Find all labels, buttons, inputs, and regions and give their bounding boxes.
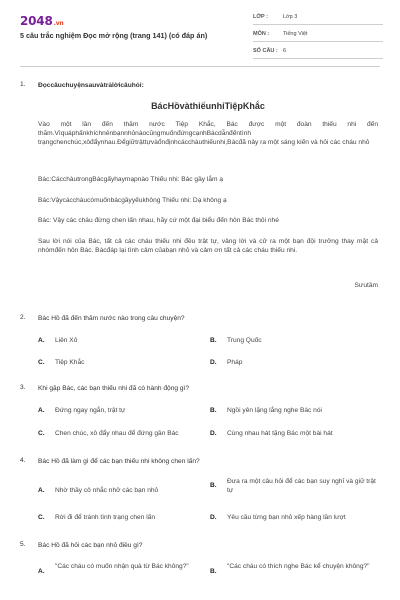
question-number: 1. [20,81,26,88]
option-letter: C. [38,514,45,521]
info-label: MÔN : [253,31,270,37]
question-text: Bác Hồ đã hỏi các bạn nhỏ điều gì? [38,542,143,549]
option-text: Rời đi để tránh tình trạng chen lấn [55,514,155,521]
option-letter: B. [210,482,217,489]
info-label: LỚP : [253,14,268,20]
info-value: Lớp 3 [283,14,298,20]
option-text: Liên Xô [55,337,78,344]
info-row-subject [253,30,383,42]
option-letter: C. [38,430,45,437]
logo-suffix: .vn [53,20,64,27]
option-text: Trung Quốc [227,337,262,344]
option-text: Cùng nhau hát tặng Bác một bài hát [227,430,333,437]
info-panel [253,13,383,64]
question-number: 5. [20,541,26,548]
info-value: Tiếng Việt [283,31,308,37]
info-row-class [253,13,383,25]
passage-paragraph: Vào một lần đến thăm nước Tiệp Khắc, Bác được một đoàn thiếu nhi đến thăm.VìquáphấnkhíchnênbạnnhỏnàocũngmuốnđứngcạnhBácdẫnđếntình trạngchenchúc,xôđẩynhau.Đểgiữtrậttựvàổnđịnhcácchàuthiếunhi,Bácđã nảy ra một sáng kiến và hỏi các cháu nhỏ [38,121,378,146]
passage-source: Sưutầm [354,282,378,289]
passage-paragraph: Sau lời nói của Bác, tất cả các cháu thiếu nhi đều trật tự, vâng lời và cử ra một bạn đội trưởng thay mặt cả nhómđến hôn Bác. Bácđáp lại tình cảm củabạn nhỏ và cảm ơn tất cả các cháu thiếu nhi. [38,238,378,254]
option-letter: B. [210,337,217,344]
option-letter: A. [38,407,45,414]
option-text: Nhờ thầy cô nhắc nhở các bạn nhỏ [55,487,159,494]
question-number: 3. [20,384,26,391]
option-text: Đứng ngay ngắn, trật tự [55,407,126,414]
question-text: Khi gặp Bác, các bạn thiếu nhi đã có hành động gì? [38,385,190,392]
header [0,0,400,62]
page-title: 5 câu trắc nghiệm Đọc mở rộng (trang 141) (có đáp án) [20,31,208,40]
passage-title: BácHồvàthiếunhiTiệpKhắc [151,101,265,111]
option-letter: C. [38,359,45,366]
option-text: Yêu cầu từng bạn nhỏ xếp hàng lần lượt [227,514,346,521]
question-text: Bác Hồ đã đến thăm nước nào trong câu chuyện? [38,315,185,322]
option-letter: B. [210,568,217,575]
option-text: Đưa ra một câu hỏi để các bạn suy nghĩ và giữ trật tự [227,478,376,494]
option-letter: D. [210,430,217,437]
divider [20,66,380,67]
passage-paragraph: Bác: Vậy các cháu đừng chen lấn nhau, hãy cứ một đại biểu đến hôn Bác thôi nhé [38,217,279,224]
option-letter: D. [210,359,217,366]
info-label: SỐ CÂU : [253,48,278,54]
option-text: "Các cháu có thích nghe Bác kể chuyện không?" [227,563,370,570]
logo-text: 2048 [20,14,53,28]
option-letter: A. [38,337,45,344]
passage-paragraph: Bác:Vậycácchàucómuốnbácgầyyếukhông Thiếu nhi: Dạ không ạ [38,197,227,204]
option-letter: D. [210,514,217,521]
question-number: 2. [20,314,26,321]
site-logo[interactable] [20,14,63,28]
question-number: 4. [20,457,26,464]
info-row-count [253,47,383,59]
option-letter: A. [38,568,45,575]
option-text: Ngồi yên lặng lắng nghe Bác nói [227,407,322,414]
option-text: Pháp [227,359,243,366]
option-letter: A. [38,487,45,494]
option-text: "Các cháu có muốn nhận quà từ Bác không?" [55,563,189,570]
option-text: Chen chúc, xô đẩy nhau để đứng gần Bác [55,430,179,437]
question-text: Bác Hồ đã làm gì để các bạn thiếu nhi không chen lấn? [38,458,200,465]
info-value: 6 [283,48,287,54]
option-letter: B. [210,407,217,414]
option-text: Tiệp Khắc [55,359,85,366]
passage-paragraph: Bác:CácchàutrongBácgấyhaymạpnào Thiếu nhi: Bác gầy lắm ạ [38,176,223,183]
question-text: Đọccâuchuyệnsauvàtrảlờicâuhỏi: [38,82,144,89]
